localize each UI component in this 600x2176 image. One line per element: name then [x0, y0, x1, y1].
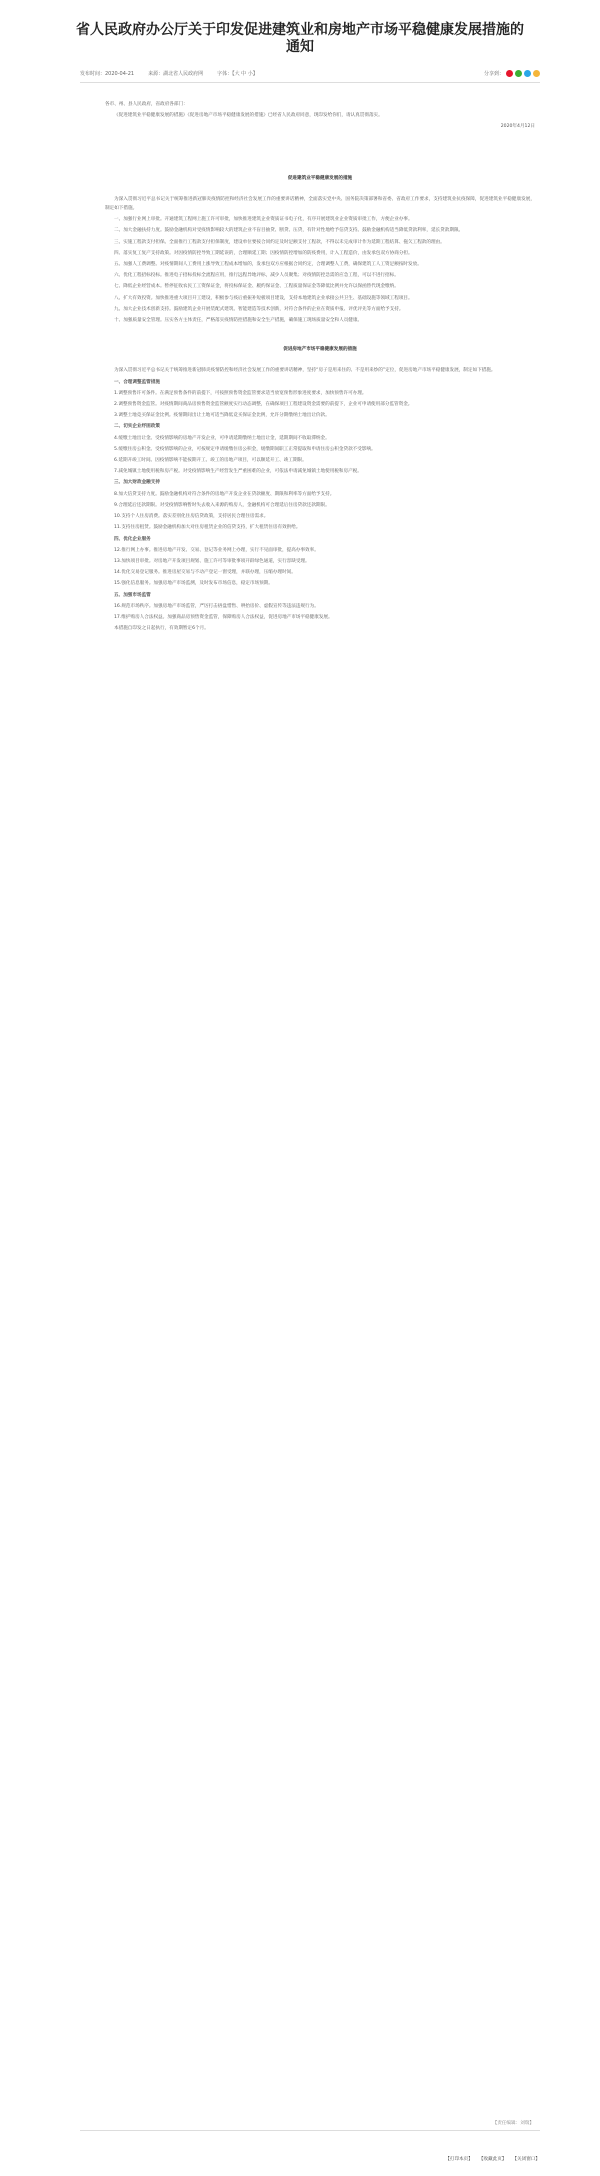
section-intro: 为深入贯彻习近平总书记关于统筹推进新冠肺炎疫情防控和经济社会发展工作的重要讲话精神，全面落实党中央、国务院决策部署和省委、省政府工作要求，支持建筑业抗疫保障，促进建筑业平稳健康发展，制定如下措施。: [105, 196, 535, 212]
measure-item: 7.减免城镇土地使用税和房产税。对受疫情影响生产经营发生严重困难的企业，可依法申请减免城镇土地使用税和房产税。: [114, 469, 362, 475]
group-heading: 三、加大财政金融支持: [114, 480, 160, 486]
measure-item: 六、优化工程招标投标。推进电子招标投标全流程应用，推行远程异地评标，减少人员聚集；对疫情防控急需的应急工程，可以不进行招标。: [114, 273, 399, 279]
header-divider: [80, 82, 540, 83]
section-intro: 为深入贯彻习近平总书记关于统筹推进新冠肺炎疫情防控和经济社会发展工作的重要讲话精神，坚持“房子是用来住的、不是用来炒的”定位，促进房地产市场平稳健康发展，制定如下措施。: [114, 368, 496, 374]
closing-note: 本措施自印发之日起执行，有效期暂定6个月。: [114, 626, 209, 632]
print-link[interactable]: 【打印本页】: [445, 2157, 473, 2162]
page-title: 省人民政府办公厅关于印发促进建筑业和房地产市场平稳健康发展措施的通知: [76, 22, 524, 55]
share-bar: [484, 70, 540, 77]
measure-item: 四、落实复工复产支持政策。对因疫情防控导致工期延误的，合理顺延工期；因疫情防控增加的防疫费用，计入工程造价，由发承包双方协商分担。: [114, 250, 413, 256]
group-heading: 四、优化企业服务: [114, 536, 151, 542]
notice-body: 《促进建筑业平稳健康发展的措施》《促进房地产市场平稳健康发展的措施》已经省人民政府同意，现印发给你们，请认真贯彻落实。: [114, 113, 383, 119]
share-label: 分享到：: [483, 70, 504, 77]
font-size-switch[interactable]: 字体：【大 中 小】: [217, 70, 258, 77]
section-title: 促进房地产市场平稳健康发展的措施: [283, 347, 357, 353]
qzone-icon[interactable]: [533, 70, 540, 77]
measure-item: 16.规范市场秩序。加强房地产市场监管，严厉打击捂盘惜售、哄抬房价、虚假宣传等违法违规行为。: [114, 603, 319, 609]
qq-icon[interactable]: [524, 70, 531, 77]
measure-item: 三、实施工程款支付担保。全面推行工程款支付担保制度，建设单位要按合同约定及时足额支付工程款，不得以未完成审计作为延期工程结算、拖欠工程款的理由。: [114, 239, 445, 245]
wechat-icon[interactable]: [515, 70, 522, 77]
article-body: [105, 100, 535, 635]
measure-item: 5.缓缴住房公积金。受疫情影响的企业，可按规定申请缓缴住房公积金，缓缴期间职工正常提取和申请住房公积金贷款不受影响。: [114, 446, 376, 452]
footer-links: [330, 2156, 540, 2166]
group-heading: 五、加强市场监管: [114, 592, 151, 598]
measure-item: 17.维护购房人合法权益。加强商品房预售资金监管，保障购房人合法权益，促进房地产市场平稳健康发展。: [114, 614, 333, 620]
group-heading: 二、切实企业纾困政策: [114, 424, 160, 430]
measure-item: 二、加大金融扶持力度。鼓励金融机构对受疫情影响较大的建筑企业不盲目抽贷、断贷、压贷，有针对性地给予信贷支持。鼓励金融机构适当降低贷款利率，延长贷款期限。: [114, 228, 464, 234]
group-heading: 一、合理调整监管措施: [114, 379, 160, 385]
article-source: 来源：湖北省人民政府网: [148, 70, 204, 77]
measure-item: 9.合理延后还款期限。对受疫情影响暂时失去收入来源的购房人，金融机构可合理延后住房贷款还款期限。: [114, 502, 330, 508]
publish-date: 发布时间：2020-04-21: [80, 70, 135, 77]
measure-item: 14.优化交易登记服务。推进房屋交易与不动产登记一窗受理，并联办理，压缩办理时间。: [114, 570, 296, 576]
measure-item: 八、扩大有效投资。加快推进重大项目开工建设，积极参与疫后重振补短板项目建设，支持本地建筑企业承接公共卫生、基础设施等领域工程项目。: [114, 295, 413, 301]
measure-item: 15.强化信息服务。加强房地产市场监测，及时发布市场信息，稳定市场预期。: [114, 581, 273, 587]
measure-item: 13.加快项目审批。对房地产开发项目规划、施工许可等审批事项开辟绿色通道，实行容缺受理。: [114, 558, 310, 564]
measure-item: 七、降低企业经营成本。暂停征收农民工工资保证金，将投标保证金、履约保证金、工程质量保证金等降低比例并允许以保函替代现金缴纳。: [114, 284, 399, 290]
measure-item: 1.调整预售许可条件。在满足预售条件的前提下，可按照预售资金监管要求适当放宽预售形象进度要求，加快预售许可办理。: [114, 390, 367, 396]
responsible-editor: 【责任编辑：刘瑞】: [492, 2121, 534, 2126]
measure-item: 一、加强行业网上审批。开通建筑工程网上施工许可审批，加快推进建筑企业资质证书电子化，有序开展建筑业企业资质审批工作，方便企业办事。: [114, 217, 413, 223]
measure-item: 2.调整预售资金监管。对疫情期间商品房预售资金监管额度实行动态调整，在确保项目工程建设资金需要的前提下，企业可申请使用部分监管资金。: [114, 402, 413, 408]
sign-date: 2020年4月12日: [500, 124, 535, 130]
measure-item: 3.调整土地竞买保证金比例。疫情期间出让土地可适当降低竞买保证金比例，允许分期缴纳土地出让价款。: [114, 413, 330, 419]
measure-item: 五、加强人工费调整。对疫情期间人工费用上涨导致工程成本增加的，发承包双方应根据合同约定，合理调整人工费，确保建筑工人工资足额按时发放。: [114, 262, 422, 268]
measure-item: 11.支持住房租赁。鼓励金融机构加大对住房租赁企业的信贷支持，扩大租赁住房有效供给。: [114, 525, 301, 531]
measure-item: 十、加强质量安全管理。压实各方主体责任，严格落实疫情防控措施和安全生产措施，确保施工现场质量安全和人员健康。: [114, 318, 363, 324]
article-meta: [80, 66, 540, 80]
section-title: 促进建筑业平稳健康发展的措施: [287, 175, 353, 181]
measure-item: 九、加大企业技术创新支持。鼓励建筑企业开展装配式建筑、智能建造等技术创新，对符合条件的企业在资质申报、评优评先等方面给予支持。: [114, 306, 404, 312]
measure-item: 8.加大信贷支持力度。鼓励金融机构对符合条件的房地产开发企业在贷款额度、期限和利率等方面给予支持。: [114, 491, 335, 497]
measure-item: 12.推行网上办事。推进房地产开发、交易、登记等业务网上办理，实行不见面审批，提高办事效率。: [114, 547, 319, 553]
bookmark-link[interactable]: 【收藏此页】: [478, 2157, 507, 2162]
measure-item: 4.缓缴土地出让金。受疫情影响的房地产开发企业，可申请延期缴纳土地出让金，延期期间不收取滞纳金。: [114, 435, 330, 441]
footer-divider: [80, 2130, 540, 2131]
measure-item: 10.支持个人住房消费。落实差别化住房信贷政策，支持居民合理住房需求。: [114, 514, 269, 520]
measure-item: 6.延期开竣工时间。因疫情影响不能按期开工、竣工的房地产项目，可以顺延开工、竣工期限。: [114, 458, 307, 464]
weibo-icon[interactable]: [506, 70, 513, 77]
close-window-link[interactable]: 【关闭窗口】: [512, 2157, 540, 2162]
recipients: 各市、州、县人民政府，省政府各部门：: [105, 102, 188, 107]
